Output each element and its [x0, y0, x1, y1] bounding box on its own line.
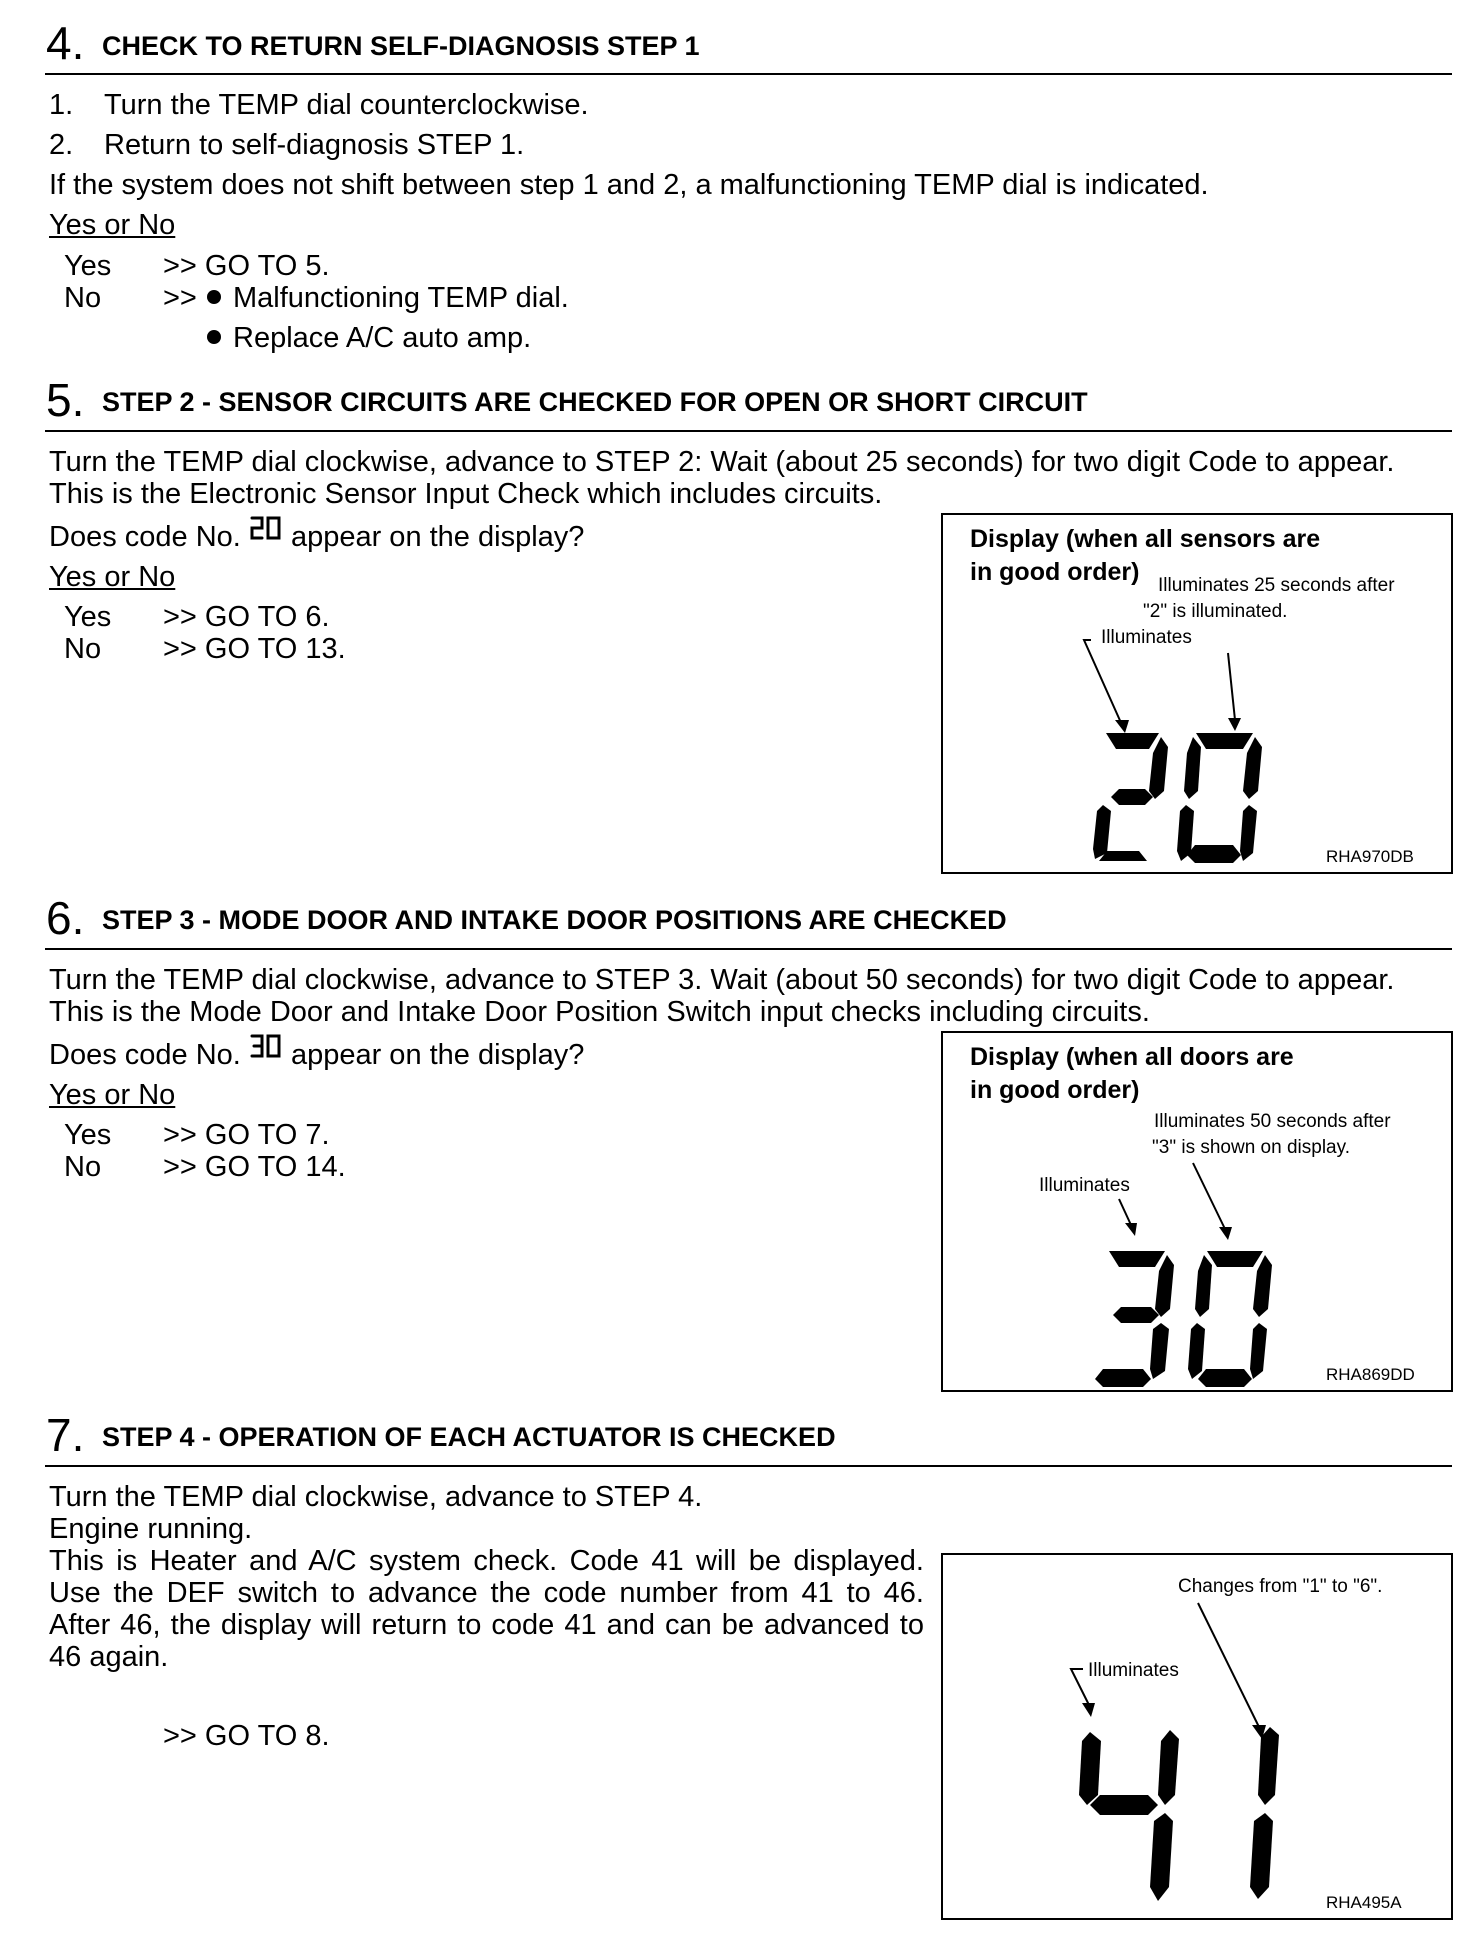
s4-no-bullet-1	[207, 282, 569, 314]
fig-reference: RHA970DB	[1326, 847, 1414, 866]
s5-line-1: Turn the TEMP dial clockwise, advance to STEP 2: Wait (about 25 seconds) for two digit Code to appear.	[49, 446, 1395, 478]
s4-no-label: No	[64, 282, 102, 314]
seven-segment-display-41	[943, 1555, 1451, 1918]
s4-yes-or-no: Yes or No	[49, 209, 176, 241]
seven-segment-display-20	[943, 515, 1451, 872]
s7-paragraph: This is Heater and A/C system check. Code 41 will be displayed. Use the DEF switch to advance the code number from 41 to 46. After 46, the display will return to code 41 and can be advanced to 46 again.	[49, 1545, 924, 1673]
s5-question	[49, 521, 584, 553]
fig-reference: RHA495A	[1326, 1893, 1402, 1912]
fig-note-digit: 3	[1158, 1137, 1170, 1158]
figure-rha970db	[941, 513, 1453, 874]
fig-note-tail: " is shown on display.	[1169, 1137, 1350, 1158]
fig-note-quote-open: "	[1143, 601, 1150, 622]
section-6-number: 6.	[46, 892, 85, 944]
fig-note-line-1: Illuminates 25 seconds after	[1158, 575, 1395, 596]
s6-no-label: No	[64, 1151, 102, 1183]
section-6-rule	[45, 948, 1452, 950]
s6-question-post: appear on the display?	[290, 1039, 585, 1071]
s5-line-2: This is the Electronic Sensor Input Check which includes circuits.	[49, 478, 883, 510]
fig-illuminates-label: Illuminates	[1039, 1175, 1130, 1196]
s4-note: If the system does not shift between step 1 and 2, a malfunctioning TEMP dial is indicated.	[49, 169, 1209, 201]
s4-no-arrow: >>	[163, 282, 197, 314]
section-7-title: STEP 4 - OPERATION OF EACH ACTUATOR IS CHECKED	[102, 1422, 836, 1452]
fig-title-line-2: in good order)	[970, 558, 1140, 586]
fig-note-tail: " is illuminated.	[1160, 601, 1288, 622]
section-4-number: 4.	[46, 17, 85, 69]
s6-yes-label: Yes	[64, 1119, 112, 1151]
bullet-icon	[207, 290, 221, 304]
s5-question-pre: Does code No.	[49, 521, 241, 553]
section-5-number: 5.	[46, 374, 85, 426]
s5-no-label: No	[64, 633, 102, 665]
section-5-rule	[45, 430, 1452, 432]
s7-goto: >> GO TO 8.	[163, 1720, 330, 1752]
s6-no-action: >> GO TO 14.	[163, 1151, 346, 1183]
fig-note-quote-open: "	[1152, 1137, 1159, 1158]
s7-line-1: Turn the TEMP dial clockwise, advance to STEP 4.	[49, 1481, 703, 1513]
section-6-title: STEP 3 - MODE DOOR AND INTAKE DOOR POSITIONS ARE CHECKED	[102, 905, 1007, 935]
s4-item-2: Return to self-diagnosis STEP 1.	[104, 129, 525, 161]
s6-line-1: Turn the TEMP dial clockwise, advance to STEP 3. Wait (about 50 seconds) for two digit Code to appear.	[49, 964, 1395, 996]
section-4-title: CHECK TO RETURN SELF-DIAGNOSIS STEP 1	[102, 31, 700, 61]
fig-title-line-1: Display (when all sensors are	[970, 525, 1321, 553]
s6-yes-action: >> GO TO 7.	[163, 1119, 330, 1151]
s4-no-bullet-2	[207, 322, 531, 354]
s4-item-2-number: 2.	[49, 129, 74, 161]
figure-rha495a	[941, 1553, 1453, 1920]
section-4-rule	[45, 73, 1452, 75]
fig-changes-label: Changes from "1" to "6".	[1178, 1576, 1383, 1597]
code-20-glyph	[249, 515, 283, 543]
s4-item-1-number: 1.	[49, 89, 74, 121]
s5-yes-label: Yes	[64, 601, 112, 633]
section-7-number: 7.	[46, 1409, 85, 1461]
s5-no-action: >> GO TO 13.	[163, 633, 346, 665]
fig-note-line-1: Illuminates 50 seconds after	[1154, 1111, 1391, 1132]
s4-yes-label: Yes	[64, 250, 112, 282]
s5-question-post: appear on the display?	[290, 521, 585, 553]
section-7-rule	[45, 1465, 1452, 1467]
s4-item-1: Turn the TEMP dial counterclockwise.	[104, 89, 589, 121]
s5-yes-action: >> GO TO 6.	[163, 601, 330, 633]
seven-segment-display-30	[943, 1033, 1451, 1390]
s4-no-bullet-1-text: Malfunctioning TEMP dial.	[233, 282, 569, 314]
section-5-title: STEP 2 - SENSOR CIRCUITS ARE CHECKED FOR OPEN OR SHORT CIRCUIT	[102, 387, 1088, 417]
s5-yes-or-no: Yes or No	[49, 561, 176, 593]
s7-line-2: Engine running.	[49, 1513, 253, 1545]
bullet-icon	[207, 330, 221, 344]
fig-note-digit: 2	[1149, 601, 1161, 622]
fig-title-line-1: Display (when all doors are	[970, 1043, 1294, 1071]
fig-illuminates-label: Illuminates	[1088, 1660, 1179, 1681]
s6-yes-or-no: Yes or No	[49, 1079, 176, 1111]
s4-yes-action: >> GO TO 5.	[163, 250, 330, 282]
s4-no-bullet-2-text: Replace A/C auto amp.	[233, 322, 532, 354]
figure-rha869dd	[941, 1031, 1453, 1392]
fig-illuminates-label: Illuminates	[1101, 627, 1192, 648]
s6-question-pre: Does code No.	[49, 1039, 241, 1071]
fig-reference: RHA869DD	[1326, 1365, 1415, 1384]
code-30-glyph	[249, 1033, 283, 1061]
fig-title-line-2: in good order)	[970, 1076, 1140, 1104]
s6-question	[49, 1039, 584, 1071]
s6-line-2: This is the Mode Door and Intake Door Position Switch input checks including circuits.	[49, 996, 1150, 1028]
